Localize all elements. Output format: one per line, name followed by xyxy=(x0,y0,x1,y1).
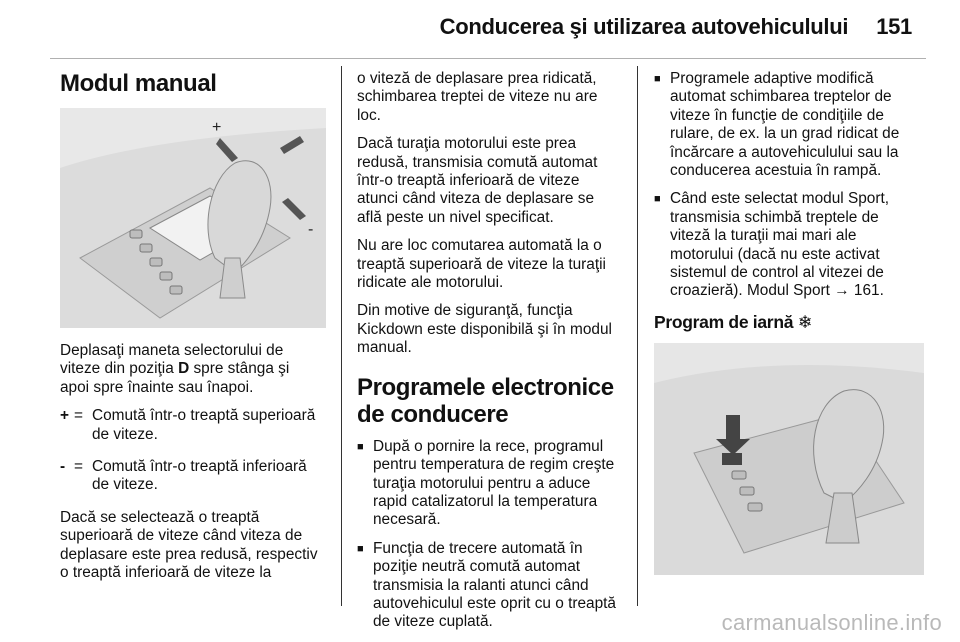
header-title: Conducerea şi utilizarea autovehiculului xyxy=(439,14,849,39)
page-number: 151 xyxy=(876,14,912,39)
body-paragraph: o viteză de deplasare prea ridicată, schimbarea treptei de viteze nu are loc. xyxy=(357,70,598,124)
list-item: ■ Funcţia de trecere automată în poziţie neutră comută automat transmisia la ralanti atunci când autovehiculul este oprit cu o treaptă de viteze cuplată. xyxy=(357,540,619,632)
column-2 xyxy=(357,70,619,642)
bullet-list xyxy=(357,438,619,632)
body-paragraph: Din motive de siguranţă, funcţia Kickdown este disponibilă şi în modul manual. xyxy=(357,302,612,357)
watermark: carmanualsonline.info xyxy=(721,610,942,635)
section-title-manual-mode: Modul manual xyxy=(60,70,217,97)
gear-lever-image xyxy=(60,108,326,328)
body-paragraph: Dacă turaţia motorului este prea redusă, transmisia comută automat într-o treaptă inferioară de viteze atunci când viteza de deplasare se află peste un nivel specificat. xyxy=(357,135,598,226)
svg-text:+: + xyxy=(212,119,222,136)
list-item: ■ Programele adaptive modifică automat schimbarea treptelor de viteze în funcţie de condiţiile de rulare, de ex. la un grad ridicat de încărcare a autovehiculului sau la conducerea acestuia în rampă. xyxy=(654,70,916,180)
body-paragraph: Nu are loc comutarea automată la o treaptă superioară de viteze la turaţii ridicate ale motorului. xyxy=(357,237,606,292)
legend-upshift: + = Comută într-o treaptă superioară de viteze. xyxy=(60,407,316,443)
section-title-driving-programs: Programele electronice de conducere xyxy=(357,373,614,428)
body-paragraph: Dacă se selectează o treaptă superioară de viteze când viteza de deplasare este prea redusă, respectiv o treaptă inferioară de viteze la xyxy=(60,508,318,582)
header-rule xyxy=(50,58,926,59)
snowflake-icon: ❄ xyxy=(797,311,813,332)
section-title-winter-program: Program de iarnă ❄ xyxy=(654,311,813,332)
bullet-list xyxy=(654,70,916,301)
list-item: ■ După o pornire la rece, programul pentru temperatura de regim creşte turaţia motorului pentru a aduce rapid catalizatorul la temperatura necesară. xyxy=(357,438,619,530)
winter-button-image xyxy=(654,343,924,575)
page-header xyxy=(440,14,912,40)
winter-button-illustration xyxy=(654,343,924,575)
column-3 xyxy=(654,70,916,575)
column-divider xyxy=(341,66,342,606)
column-1 xyxy=(60,70,322,592)
position-d: D xyxy=(178,360,190,378)
gear-selector-illustration xyxy=(60,108,326,328)
list-item: ■ Când este selectat modul Sport, transmisia schimbă treptele de viteză la turaţii mai mari ale motorului (dacă nu este activat sistemul de control al vitezei de croazieră). Modul Sport → 161. xyxy=(654,190,916,300)
manual-mode-intro: Deplasaţi maneta selectorului de viteze din poziţia D spre stânga şi apoi spre înainte sau înapoi. xyxy=(60,342,290,396)
legend-downshift: - = Comută într-o treaptă inferioară de viteze. xyxy=(60,458,307,494)
column-divider xyxy=(637,66,638,606)
svg-text:-: - xyxy=(308,221,314,238)
